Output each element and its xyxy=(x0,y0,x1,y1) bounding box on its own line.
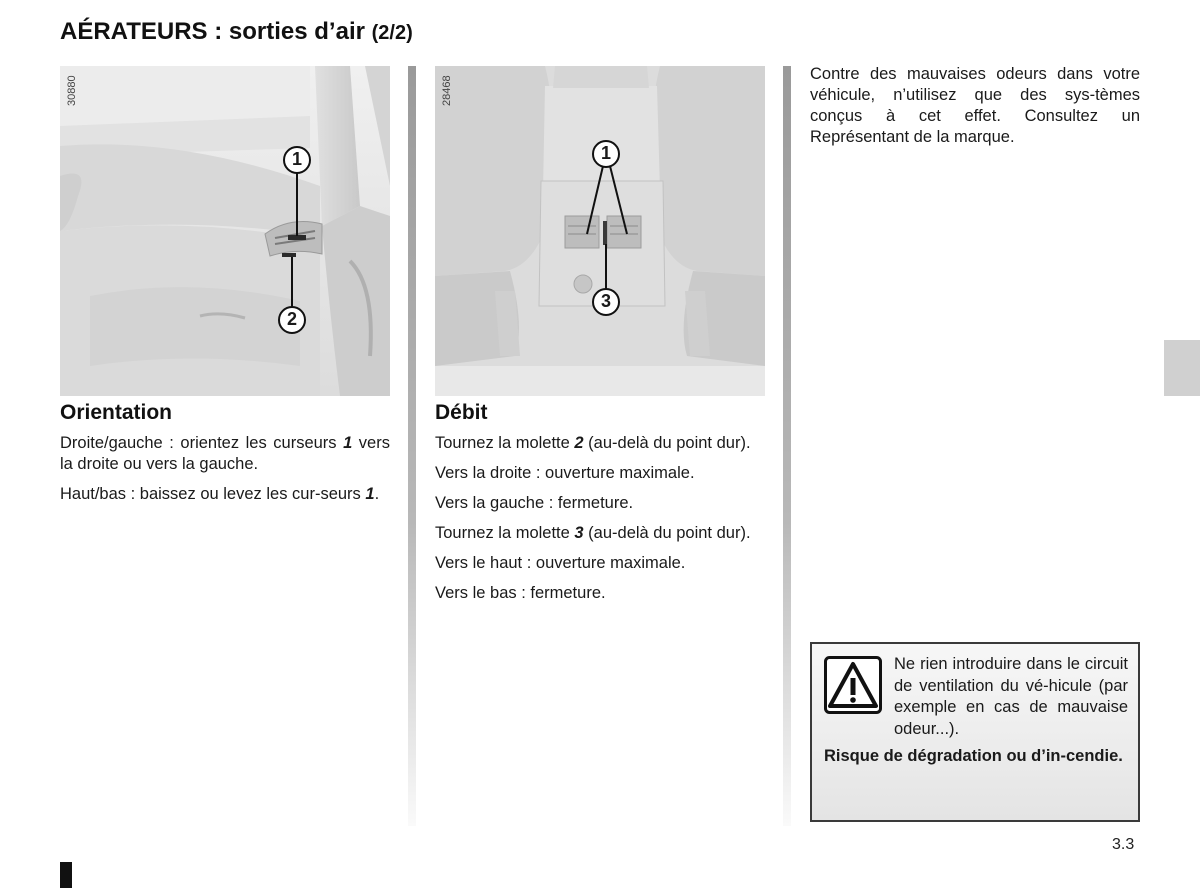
odor-note xyxy=(810,64,1140,157)
orientation-paragraph-2: Haut/bas : baissez ou levez les cur-seurs 1. xyxy=(60,485,380,503)
page-title-part: (2/2) xyxy=(371,22,413,44)
warning-text: Ne rien introduire dans le circuit de ventilation du vé-hicule (par exemple en cas de mauvaise odeur...). xyxy=(894,655,1128,738)
debit-paragraph-3: Vers la gauche : fermeture. xyxy=(435,494,634,512)
orientation-heading: Orientation xyxy=(60,401,173,424)
corner-mark xyxy=(60,862,72,888)
figure-left-callouts xyxy=(60,66,390,396)
callout-2-label: 2 xyxy=(286,309,297,329)
chapter-tab xyxy=(1164,340,1200,396)
figure-middle-callouts xyxy=(435,66,765,396)
figure-dashboard-vent xyxy=(60,66,390,396)
debit-heading: Débit xyxy=(435,401,488,424)
debit-section xyxy=(435,402,765,613)
figure-ref-number: 30880 xyxy=(66,75,78,106)
figure-ref-number: 28468 xyxy=(441,75,453,106)
warning-risk-text: Risque de dégradation ou d’in-cendie. xyxy=(824,747,1123,765)
callout-1-label: 1 xyxy=(600,143,611,163)
callout-1-label: 1 xyxy=(291,149,302,169)
debit-paragraph-6: Vers le bas : fermeture. xyxy=(435,584,606,602)
debit-paragraph-4: Tournez la molette 3 (au-delà du point dur). xyxy=(435,524,751,542)
debit-paragraph-5: Vers le haut : ouverture maximale. xyxy=(435,554,686,572)
orientation-section xyxy=(60,402,390,514)
orientation-paragraph-1: Droite/gauche : orientez les curseurs 1 vers la droite ou vers la gauche. xyxy=(60,434,390,473)
page-title xyxy=(60,18,413,46)
column-divider-left xyxy=(408,66,416,826)
column-divider-right xyxy=(783,66,791,826)
debit-paragraph-1: Tournez la molette 2 (au-delà du point dur). xyxy=(435,434,751,452)
callout-3-label: 3 xyxy=(600,291,611,311)
page-number: 3.3 xyxy=(1112,836,1135,853)
page-title-text: AÉRATEURS : sorties d’air xyxy=(60,18,365,45)
warning-triangle-icon xyxy=(824,656,882,714)
figure-rear-console-vents xyxy=(435,66,765,396)
odor-note-text: Contre des mauvaises odeurs dans votre véhicule, n’utilisez que des sys-tèmes conçus à cet effet. Consultez un Représentant de la marque. xyxy=(810,65,1140,146)
debit-paragraph-2: Vers la droite : ouverture maximale. xyxy=(435,464,695,482)
warning-box xyxy=(810,642,1140,822)
